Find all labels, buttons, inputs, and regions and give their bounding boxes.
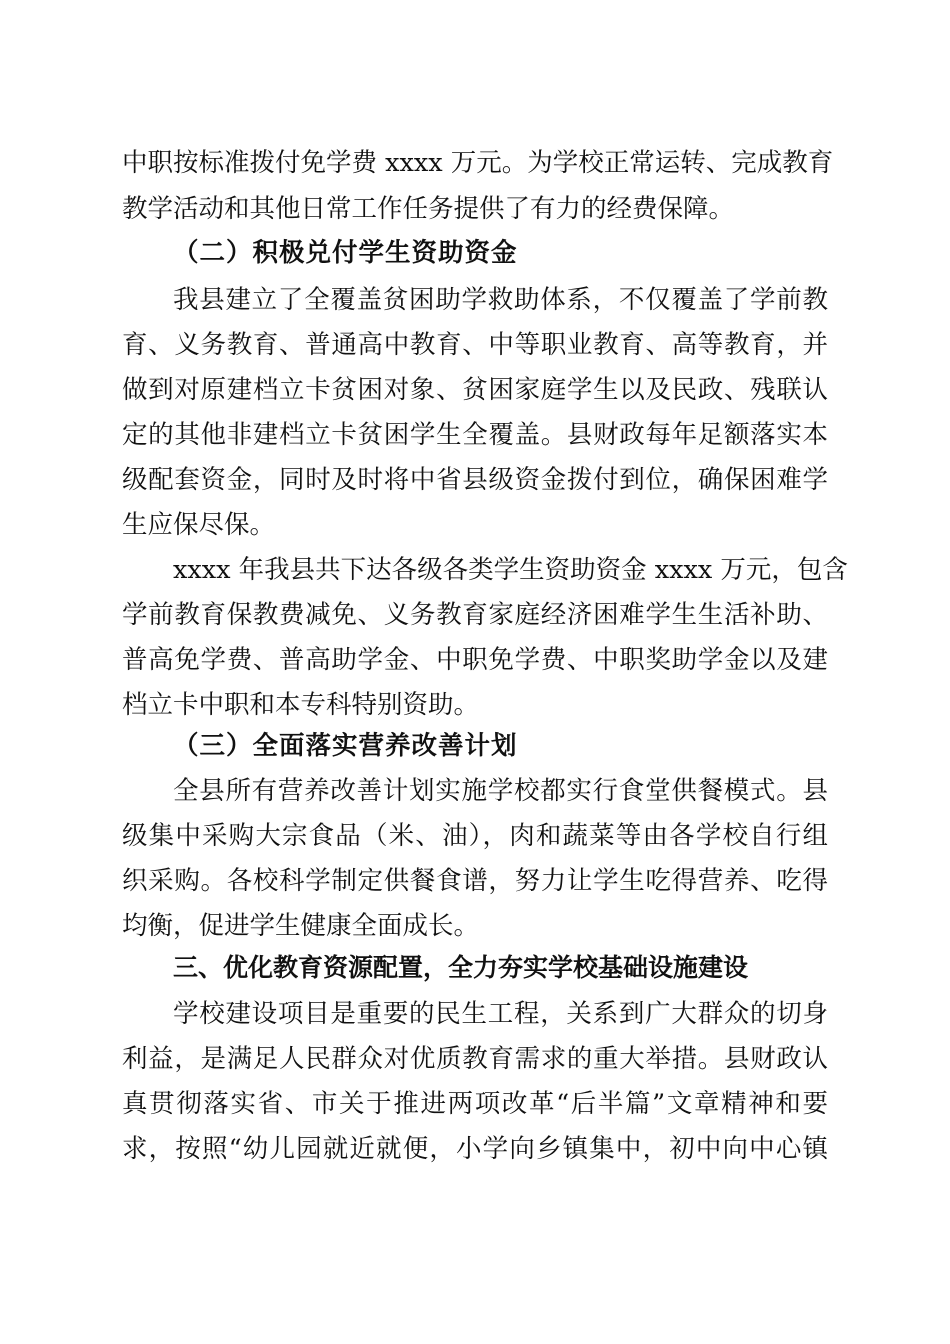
main-heading-3: 三、优化教育资源配置，全力夯实学校基础设施建设 (173, 953, 749, 982)
paragraph-line: 学校建设项目是重要的民生工程，关系到广大群众的切身 (173, 999, 828, 1029)
paragraph-line: 生应保尽保。 (122, 510, 276, 540)
paragraph-line: 我县建立了全覆盖贫困助学救助体系，不仅覆盖了学前教 (173, 285, 828, 315)
paragraph-line: 普高免学费、普高助学金、中职免学费、中职奖助学金以及建 (122, 645, 828, 675)
paragraph-line: 级集中采购大宗食品（米、油），肉和蔬菜等由各学校自行组 (122, 821, 828, 851)
paragraph-line: 定的其他非建档立卡贫困学生全覆盖。县财政每年足额落实本 (122, 420, 828, 450)
paragraph-line: 真贯彻落实省、市关于推进两项改革“后半篇”文章精神和要 (122, 1089, 828, 1119)
paragraph-line: 做到对原建档立卡贫困对象、贫困家庭学生以及民政、残联认 (122, 375, 828, 405)
paragraph-line: 档立卡中职和本专科特别资助。 (122, 690, 480, 720)
paragraph-line: 育、义务教育、普通高中教育、中等职业教育、高等教育，并 (122, 330, 828, 360)
paragraph-line: 全县所有营养改善计划实施学校都实行食堂供餐模式。县 (173, 776, 828, 806)
paragraph-line: 教学活动和其他日常工作任务提供了有力的经费保障。 (122, 194, 735, 224)
section-heading-2: （二）积极兑付学生资助资金 (173, 238, 518, 268)
section-heading-3: （三）全面落实营养改善计划 (173, 731, 518, 761)
paragraph-line: 学前教育保教费减免、义务教育家庭经济困难学生生活补助、 (122, 600, 828, 630)
paragraph-line: 中职按标准拨付免学费 xxxx 万元。为学校正常运转、完成教育 (122, 148, 834, 178)
paragraph-line: 织采购。各校科学制定供餐食谱，努力让学生吃得营养、吃得 (122, 866, 828, 896)
paragraph-line: 利益，是满足人民群众对优质教育需求的重大举措。县财政认 (122, 1044, 828, 1074)
paragraph-line: 均衡，促进学生健康全面成长。 (122, 911, 480, 941)
paragraph-line: xxxx 年我县共下达各级各类学生资助资金 xxxx 万元，包含 (173, 555, 848, 585)
paragraph-line: 级配套资金，同时及时将中省县级资金拨付到位，确保困难学 (122, 465, 828, 495)
paragraph-line: 求，按照“幼儿园就近就便，小学向乡镇集中，初中向中心镇 (122, 1134, 828, 1164)
